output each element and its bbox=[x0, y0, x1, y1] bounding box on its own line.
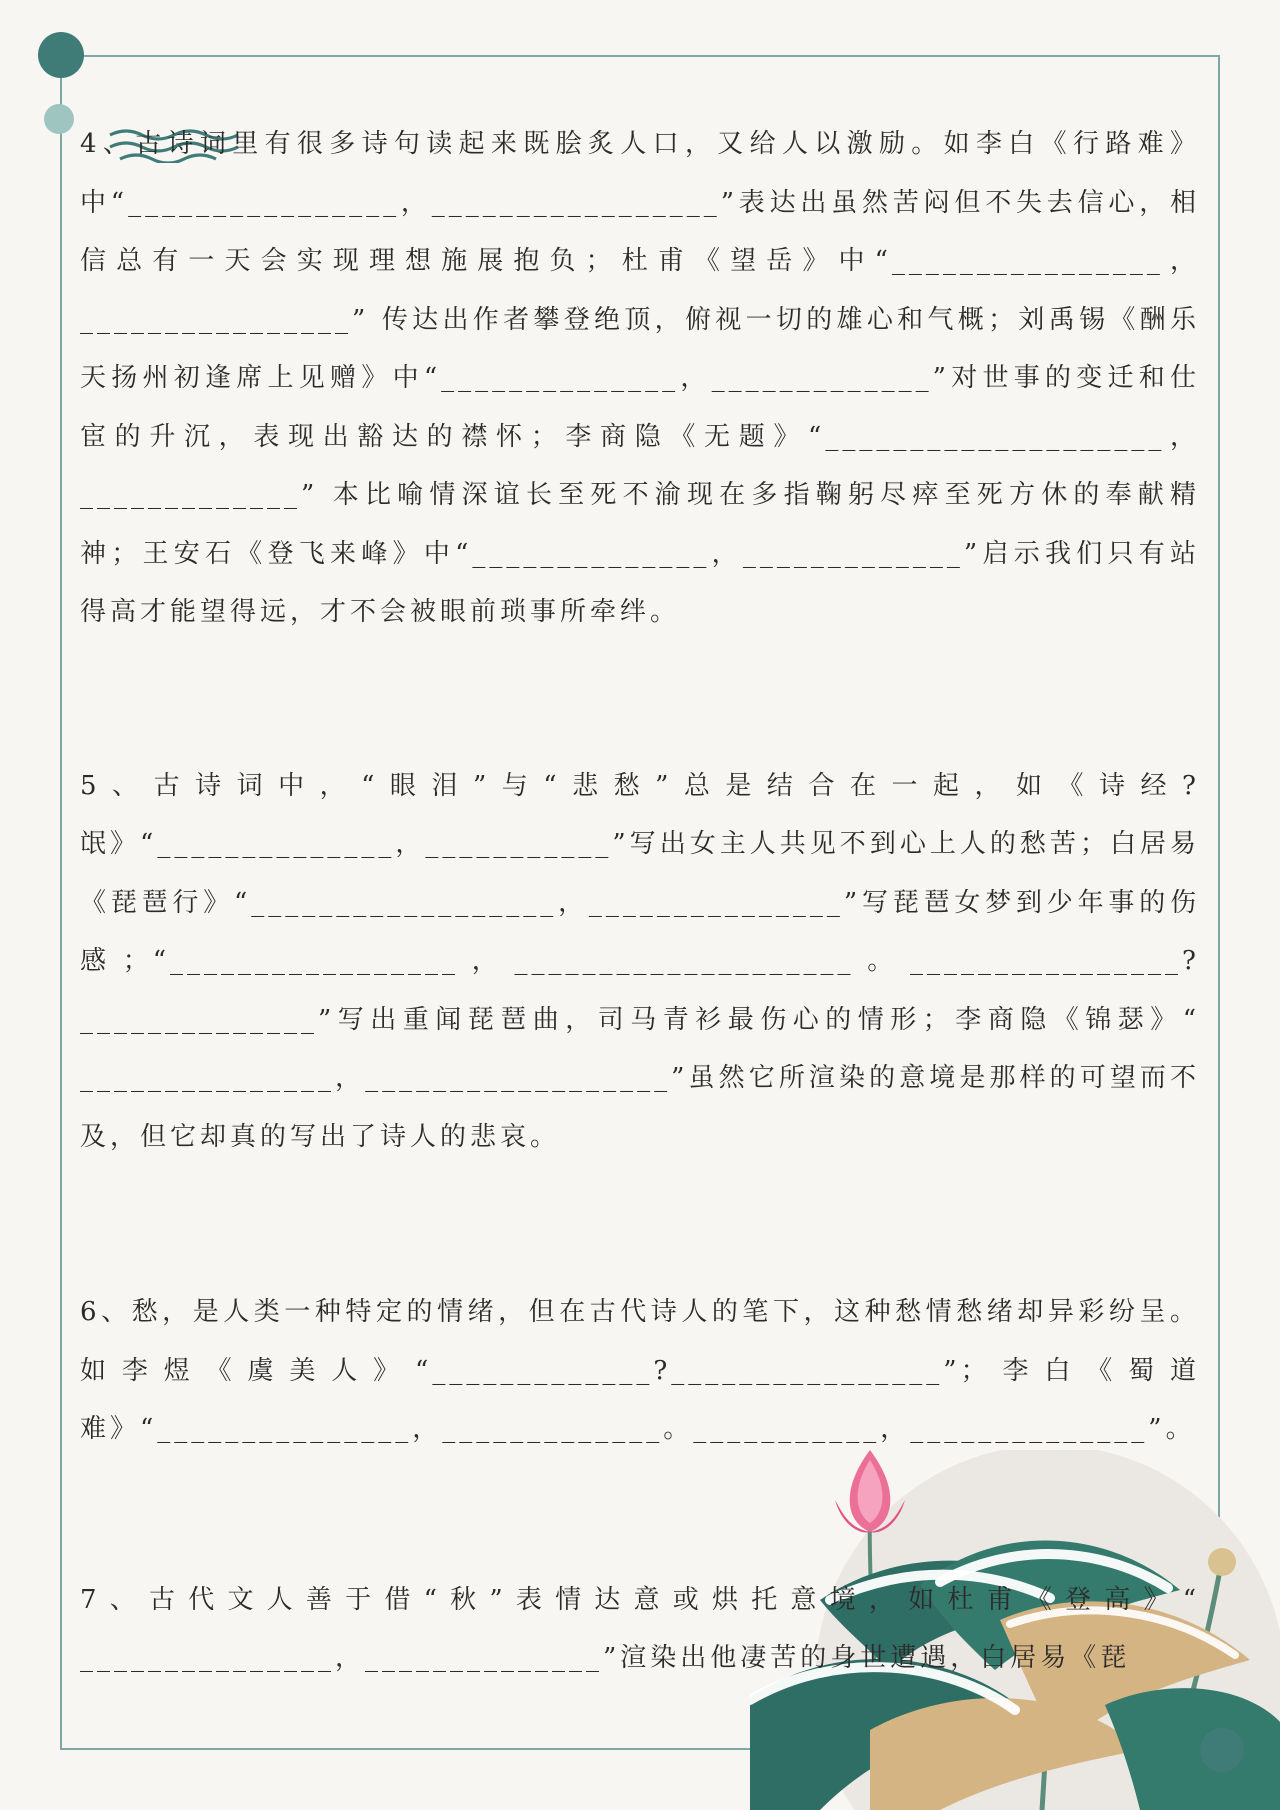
question-4: 4、古诗词里有很多诗句读起来既脍炙人口，又给人以激励。如李白《行路难》中“________________，_________________”表达出虽然苦闷但不失去信心，相信总有一天会实现理想施展抱负；杜甫《望岳》中“________________，________________” 传达出作者攀登绝顶，俯视一切的雄心和气概；刘禹锡《酬乐天扬州初逢席上见赠》中“______________，_____________”对世事的变迁和仕宦的升沉，表现出豁达的襟怀；李商隐《无题》“____________________，_____________” 本比喻情深谊长至死不渝现在多指鞠躬尽瘁至死方休的奉献精神；王安石《登飞来峰》中“______________，_____________”启示我们只有站得高才能望得远，才不会被眼前琐事所牵绊。 bbox=[80, 129, 1200, 627]
question-list bbox=[80, 115, 1200, 1688]
circle-dot-bottom bbox=[1200, 1728, 1244, 1772]
question-6: 6、愁，是人类一种特定的情绪，但在古代诗人的笔下，这种愁情愁绪却异彩纷呈。如李煜《虞美人》“_____________?________________”；李白《蜀道难》“_______________，_____________。___________，______________”。 bbox=[80, 1297, 1200, 1444]
circle-dot-top-large bbox=[38, 32, 84, 78]
question-5: 5、古诗词中，“眼泪”与“悲愁”总是结合在一起，如《诗经?氓》“______________，___________”写出女主人共见不到心上人的愁苦；白居易《琵琶行》“__________________，_______________”写琵琶女梦到少年事的伤感；“_________________，____________________。________________?______________”写出重闻琵琶曲，司马青衫最伤心的情形；李商隐《锦瑟》“ _______________，__________________”虽然它所渲染的意境是那样的可望而不及，但它却真的写出了诗人的悲哀。 bbox=[80, 770, 1200, 1152]
circle-dot-top-small bbox=[44, 104, 74, 134]
question-7: 7、古代文人善于借“秋”表情达意或烘托意境，如杜甫《登高》“ _______________，______________”渲染出他凄苦的身世遭遇，白居易《琵 bbox=[80, 1584, 1200, 1673]
